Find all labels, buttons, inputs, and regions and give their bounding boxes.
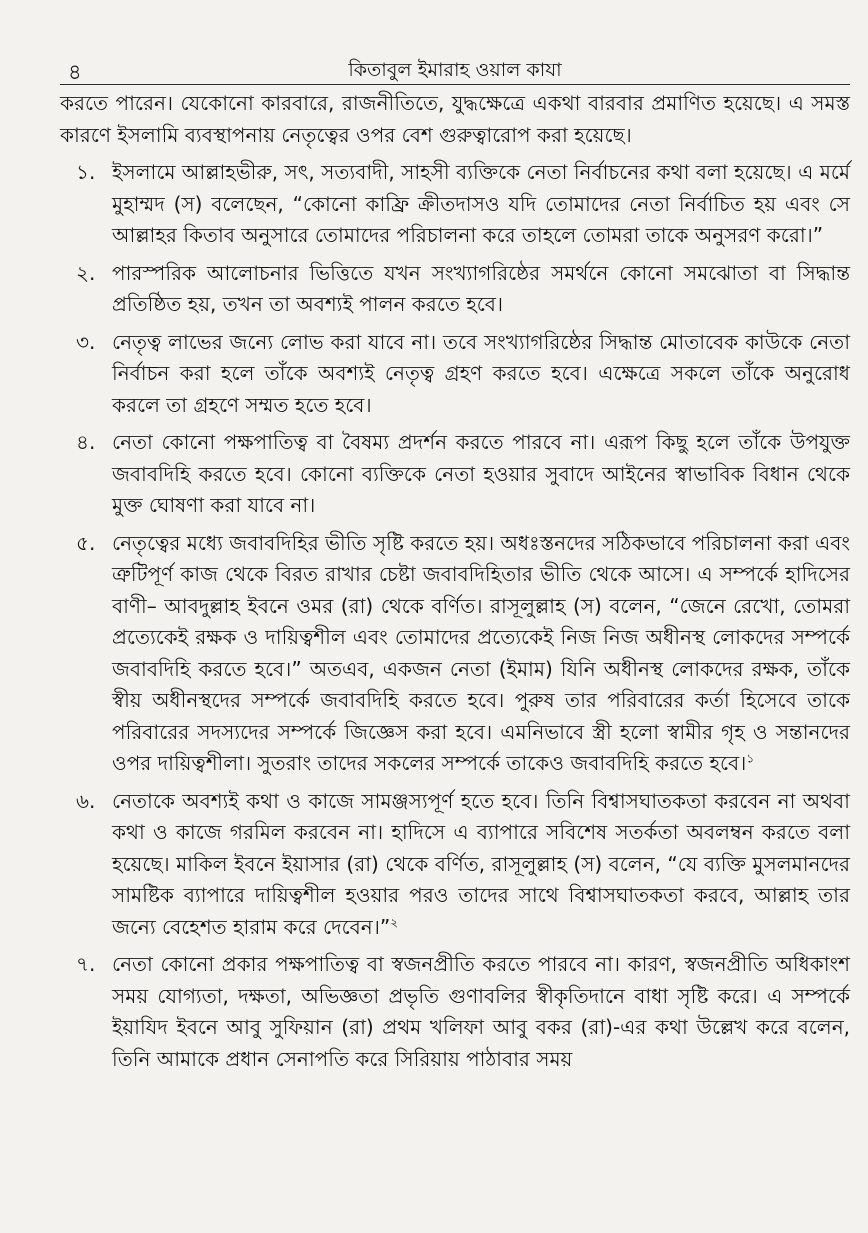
footnote-marker: ১ (746, 751, 755, 766)
body-text (60, 88, 850, 1075)
item-number: ১. (76, 160, 96, 184)
item-text: নেতা কোনো প্রকার পক্ষপাতিত্ব বা স্বজনপ্রীতি করতে পারবে না। কারণ, স্বজনপ্রীতি অধিকাংশ সময় যোগ্যতা, দক্ষতা, অভিজ্ঞতা প্রভৃতি গুণাবলির স্বীকৃতিদানে বাধা সৃষ্টি করে। এ সম্পর্কে ইয়াযিদ ইবনে আবু সুফিয়ান (রা) প্রথম খলিফা আবু বকর (রা)-এর কথা উল্লেখ করে বলেন, তিনি আমাকে প্রধান সেনাপতি করে সিরিয়ায় পাঠাবার সময় (112, 952, 850, 1071)
item-number: ৩. (76, 329, 96, 354)
list-item (60, 949, 850, 1075)
item-text: পারস্পরিক আলোচনার ভিত্তিতে যখন সংখ্যাগরিষ্ঠের সমর্থনে কোনো সমঝোতা বা সিদ্ধান্ত প্রতিষ্ঠিত হয়, তখন তা অবশ্যই পালন করতে হবে। (112, 260, 850, 316)
list-item (60, 157, 850, 252)
item-text: নেতা কোনো পক্ষপাতিত্ব বা বৈষম্য প্রদর্শন করতে পারবে না। এরূপ কিছু হলে তাঁকে উপযুক্ত জবাবদিহি করতে হবে। কোনো ব্যক্তিকে নেতা হওয়ার সুবাদে আইনের স্বাভাবিক বিধান থেকে মুক্ত ঘোষণা করা যাবে না। (112, 430, 850, 517)
intro-paragraph: করতে পারেন। যেকোনো কারবারে, রাজনীতিতে, যুদ্ধক্ষেত্রে একথা বারবার প্রমাণিত হয়েছে। এ সমস্ত কারণে ইসলামি ব্যবস্থাপনায় নেতৃত্বের ওপর বেশ গুরুত্বারোপ করা হয়েছে। (60, 91, 850, 147)
item-number: ৭. (76, 952, 96, 976)
list-item (60, 327, 850, 422)
item-number: ৪. (76, 430, 96, 454)
page-header (60, 44, 850, 85)
list-item (60, 786, 850, 944)
list-item (60, 258, 850, 321)
item-text: নেতৃত্বের মধ্যে জবাবদিহির ভীতি সৃষ্টি করতে হয়। অধঃস্তনদের সঠিকভাবে পরিচালনা করা এবং ত্রুটিপূর্ণ কাজ থেকে বিরত রাখার চেষ্টা জবাবদিহিতার ভীতি থেকে আসে। এ সম্পর্কে হাদিসের বাণী– আবদুল্লাহ ইবনে ওমর (রা) থেকে বর্ণিত। রাসূলুল্লাহ (স) বলেন, “জেনে রেখো, তোমরা প্রত্যেকেই রক্ষক ও দায়িত্বশীল এবং তোমাদের প্রত্যেকেই নিজ নিজ অধীনস্থ লোকদের সম্পর্কে জবাবদিহি করতে হবে।” অতএব, একজন নেতা (ইমাম) যিনি অধীনস্থ লোকদের রক্ষক, তাঁকে স্বীয় অধীনস্থদের সম্পর্কে জবাবদিহি করতে হবে। পুরুষ তার পরিবারের কর্তা হিসেবে তাকে পরিবারের সদস্যদের সম্পর্কে জিজ্ঞেস করা হবে। এমনিভাবে স্ত্রী হলো স্বামীর গৃহ ও সন্তানদের ওপর দায়িত্বশীলা। সুতরাং তাদের সকলের সম্পর্কে তাকেও জবাবদিহি করতে হবে।$^১$ (112, 530, 850, 775)
item-number: ২. (76, 260, 96, 285)
item-text: ইসলামে আল্লাহভীরু, সৎ, সত্যবাদী, সাহসী ব্যক্তিকে নেতা নির্বাচনের কথা বলা হয়েছে। এ মর্মে মুহাম্মদ (স) বলেছেন, “কোনো কাফ্রি ক্রীতদাসও যদি তোমাদের নেতা নির্বাচিত হয় এবং সে আল্লাহর কিতাব অনুসারে তোমাদের পরিচালনা করে তাহলে তোমরা তাকে অনুসরণ করো।” (112, 160, 850, 247)
page-number: ৪ (68, 60, 82, 84)
running-title: কিতাবুল ইমারাহ ওয়াল কাযা (348, 59, 562, 81)
list-item (60, 427, 850, 522)
item-number: ৬. (76, 788, 96, 813)
list-item (60, 528, 850, 780)
item-text: নেতৃত্ব লাভের জন্যে লোভ করা যাবে না। তবে সংখ্যাগরিষ্ঠের সিদ্ধান্ত মোতাবেক কাউকে নেতা নির্বাচন করা হলে তাঁকে অবশ্যই নেতৃত্ব গ্রহণ করতে হবে। এক্ষেত্রে সকলে তাঁকে অনুরোধ করলে তা গ্রহণে সম্মত হতে হবে। (112, 329, 850, 417)
item-text: নেতাকে অবশ্যই কথা ও কাজে সামঞ্জস্যপূর্ণ হতে হবে। তিনি বিশ্বাসঘাতকতা করবেন না অথবা কথা ও কাজে গরমিল করবেন না। হাদিসে এ ব্যাপারে সবিশেষ সতর্কতা অবলম্বন করতে বলা হয়েছে। মাকিল ইবনে ইয়াসার (রা) থেকে বর্ণিত, রাসূলুল্লাহ (স) বলেন, “যে ব্যক্তি মুসলমানদের সামষ্টিক ব্যাপারে দায়িত্বশীল হওয়ার পরও তাদের সাথে বিশ্বাসঘাতকতা করবে, আল্লাহ তার জন্যে বেহেশত হারাম করে দেবেন।”$^২$ (112, 788, 850, 939)
item-number: ৫. (76, 530, 96, 555)
footnote-marker: ২ (390, 914, 399, 929)
